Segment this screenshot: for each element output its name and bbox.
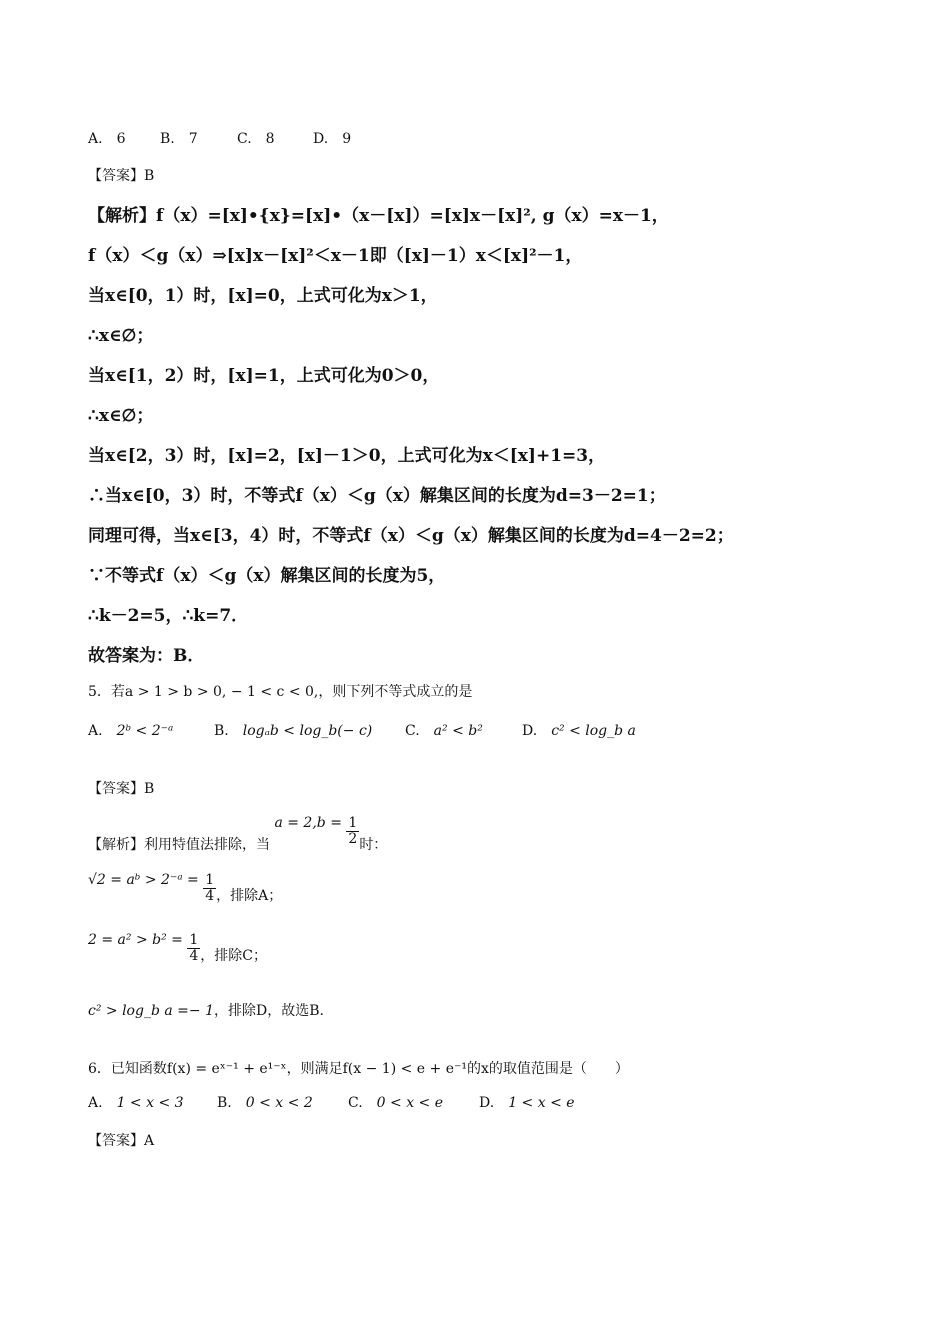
q5-condition-tail: 时： (359, 837, 388, 853)
q5-analysis-intro-text: 【解析】利用特值法排除，当 (88, 837, 270, 853)
q6-option-b: B. 0 < x < 2 (217, 1095, 313, 1111)
q4-analysis-line-5: 当x∈[1，2）时，[x]=1，上式可化为0＞0， (88, 366, 440, 386)
q4-analysis-line-1: 【解析】f（x）=[x]•{x}=[x]•（x－[x]）=[x]x－[x]², g（x）=x－1， (88, 206, 669, 226)
q5-step-1-fraction: $\frac{1}{4}$ (205, 871, 215, 904)
q4-analysis-line-6: ∴x∈∅； (88, 406, 154, 426)
q5-condition: a = 2,b = (274, 815, 342, 831)
q4-analysis-line-11: ∴k－2=5，∴k=7． (88, 606, 249, 626)
q5-answer: 【答案】B (88, 781, 155, 797)
q4-analysis-line-3: 当x∈[0，1）时，[x]=0，上式可化为x＞1， (88, 286, 438, 306)
q6-answer: 【答案】A (88, 1133, 155, 1149)
q5-step-2: 2 = a² > b² = $\frac{1}{4}$ ，排除C； (88, 931, 267, 964)
q5-option-b: B. logₐb < log_b(− c) (214, 723, 373, 739)
q5-step-3: c² > log_b a =− 1，排除D，故选B. (88, 1003, 324, 1019)
q6-stem: 6．已知函数f(x) = eˣ⁻¹ + e¹⁻ˣ，则满足f(x − 1) < e + e⁻¹的x的取值范围是（ ） (88, 1061, 629, 1077)
q6-option-d: D. 1 < x < e (479, 1095, 575, 1111)
q6-option-c: C. 0 < x < e (348, 1095, 444, 1111)
q4-analysis-line-4: ∴x∈∅； (88, 326, 154, 346)
q5-stem: 5．若a > 1 > b > 0, − 1 < c < 0,，则下列不等式成立的是 (88, 684, 473, 700)
q5-option-c: C. a² < b² (405, 723, 483, 739)
q5-option-a: A. 2ᵇ < 2⁻ᵃ (88, 723, 174, 739)
q5-analysis-intro (88, 815, 387, 854)
q5-option-d: D. c² < log_b a (522, 723, 636, 739)
q4-analysis-line-12: 故答案为：B． (88, 646, 205, 666)
q4-analysis-line-9: 同理可得，当x∈[3，4）时，不等式f（x）＜g（x）解集区间的长度为d=4－2=2； (88, 526, 734, 546)
q5-step-1: √2 = aᵇ > 2⁻ᵃ = $\frac{1}{4}$ ，排除A； (88, 871, 283, 904)
q4-analysis-line-2: f（x）＜g（x）⇒[x]x－[x]²＜x－1即（[x]－1）x＜[x]²－1， (88, 246, 583, 266)
q6-option-a: A. 1 < x < 3 (88, 1095, 184, 1111)
q4-option-b: B. 7 (160, 131, 198, 147)
q5-condition-fraction: $\frac{1}{2}$ (348, 814, 358, 847)
q4-option-d: D. 9 (313, 131, 352, 147)
q4-analysis-line-8: ∴当x∈[0，3）时，不等式f（x）＜g（x）解集区间的长度为d=3－2=1； (88, 486, 666, 506)
q4-option-c: C. 8 (237, 131, 275, 147)
q4-analysis-line-7: 当x∈[2，3）时，[x]=2，[x]－1＞0，上式可化为x＜[x]+1=3， (88, 446, 606, 466)
q5-step-2-fraction: $\frac{1}{4}$ (189, 931, 199, 964)
q4-answer: 【答案】B (88, 168, 155, 184)
q4-option-a: A. 6 (88, 131, 126, 147)
q4-analysis-line-10: ∵不等式f（x）＜g（x）解集区间的长度为5， (88, 566, 446, 586)
